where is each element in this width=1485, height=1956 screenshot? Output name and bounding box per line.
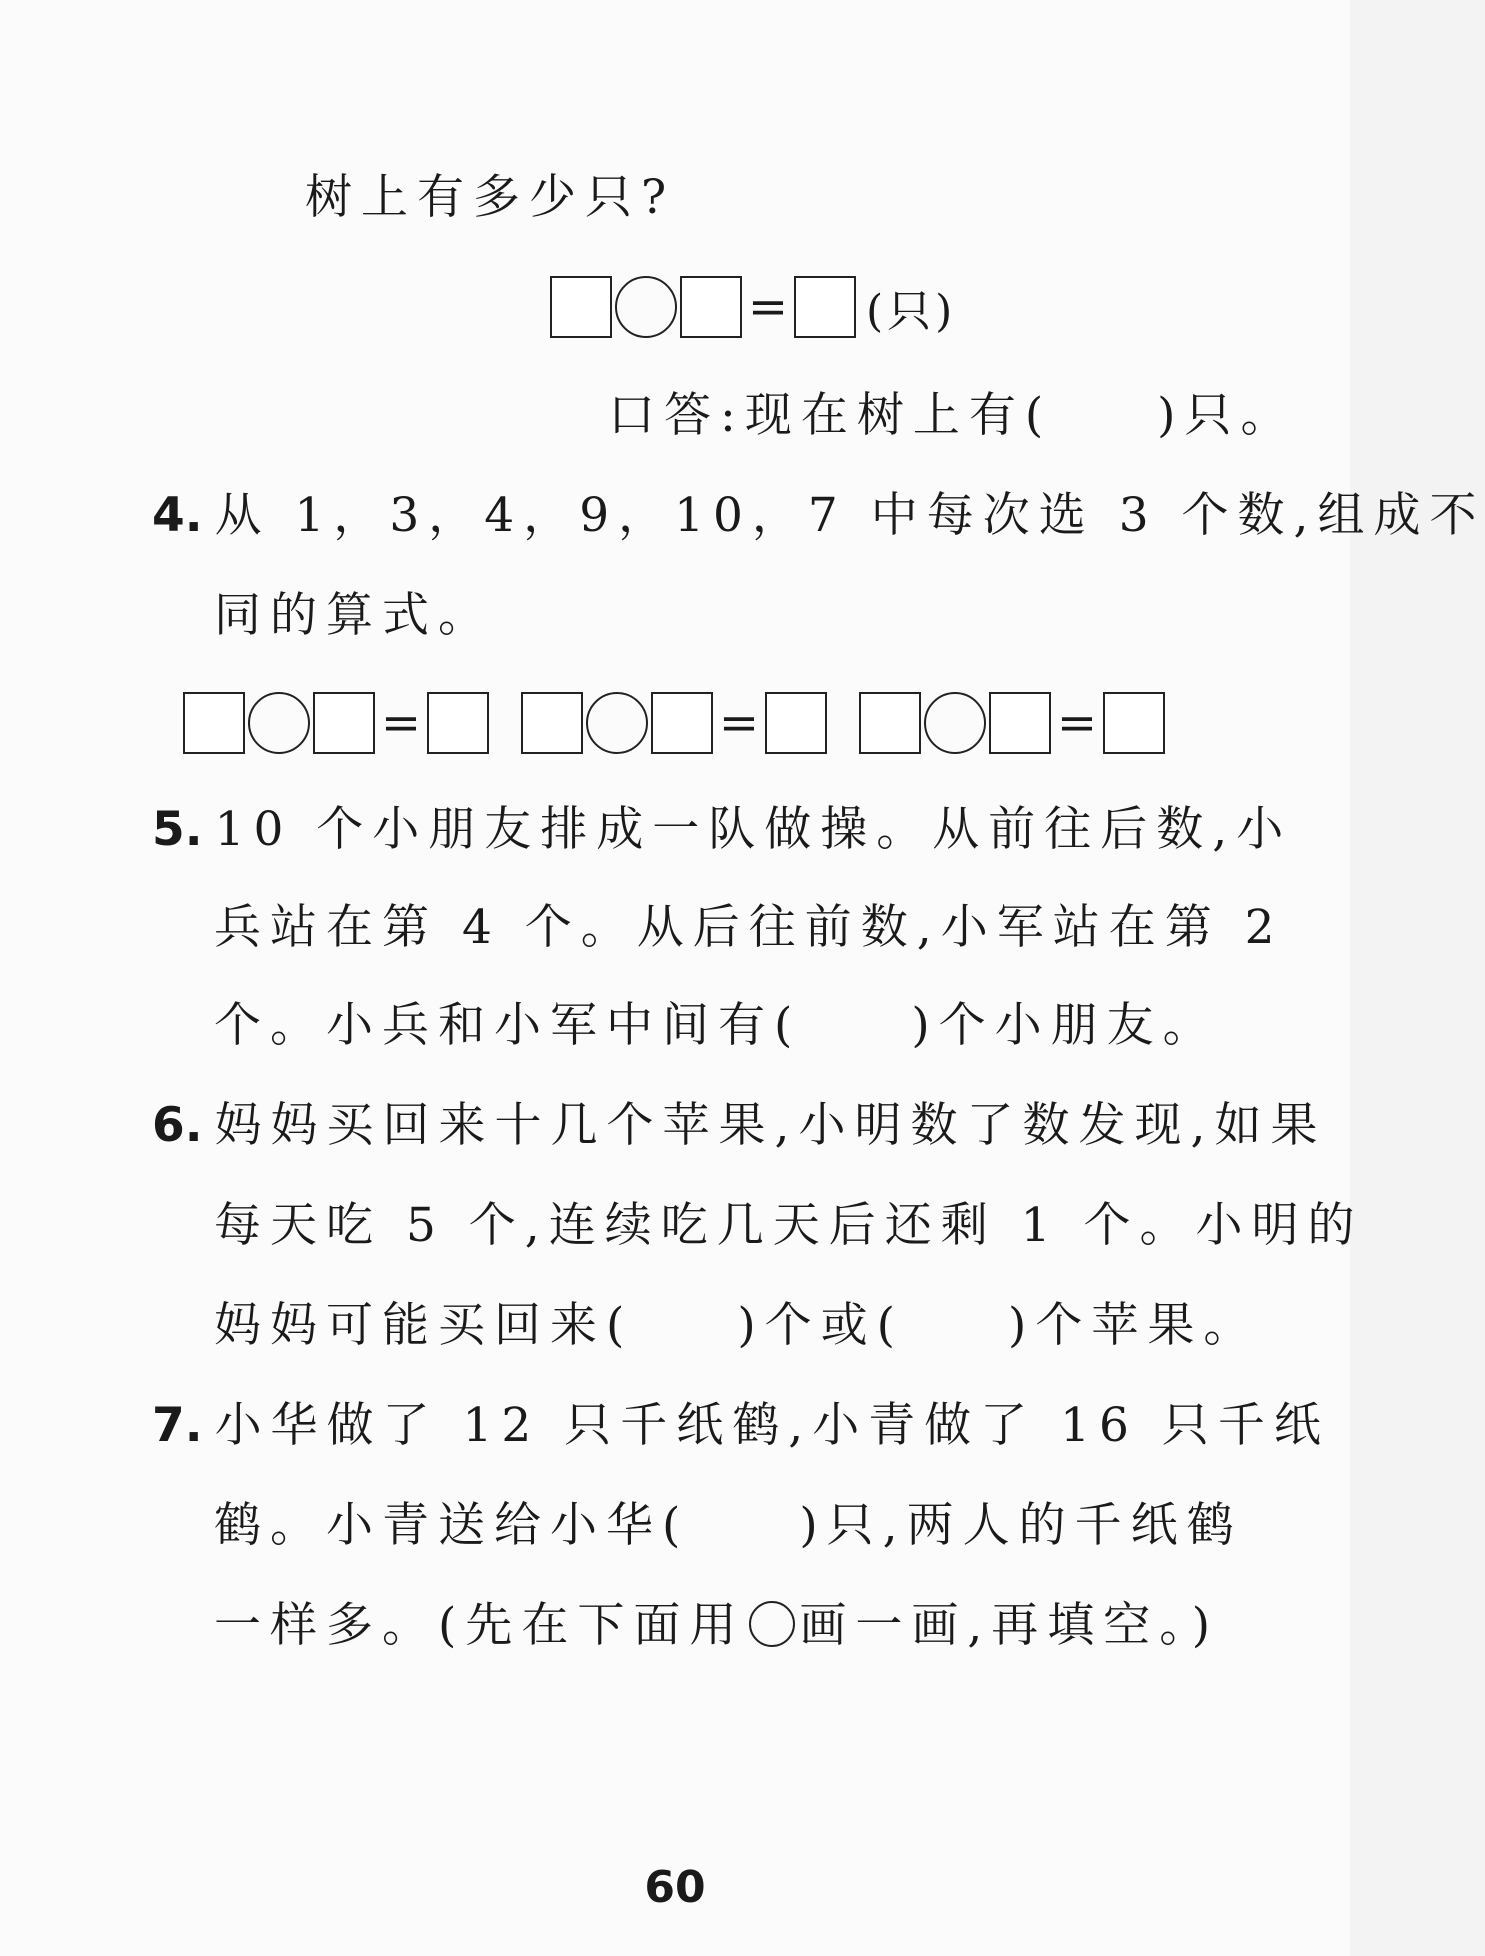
answer-box[interactable] [859, 692, 921, 754]
problem6-line1 [152, 1096, 1326, 1156]
answer-box[interactable] [651, 692, 713, 754]
answer-box[interactable] [313, 692, 375, 754]
problem3-question: 树上有多少只? [305, 170, 676, 225]
answer-box[interactable] [550, 276, 612, 338]
operator-circle[interactable] [615, 276, 677, 338]
text-prefix: 鹤。小青送给小华( [214, 1498, 690, 1553]
answer-box[interactable] [427, 692, 489, 754]
equation-group [521, 692, 827, 754]
problem4-line2: 同的算式。 [214, 588, 494, 643]
problem-number: 4. [152, 488, 203, 543]
operator-circle[interactable] [924, 692, 986, 754]
equals-sign: = [747, 279, 789, 335]
answer-suffix: )只。 [1157, 388, 1297, 443]
problem3-answer-line [608, 386, 1297, 446]
problem5-line1 [152, 800, 1292, 860]
text-prefix: 个。小兵和小军中间有( [214, 998, 802, 1053]
problem7-line1 [152, 1396, 1330, 1456]
problem5-line2: 兵站在第 4 个。从后往前数,小军站在第 2 [214, 900, 1284, 955]
answer-box[interactable] [521, 692, 583, 754]
text-part: )个苹果。 [1008, 1298, 1260, 1353]
answer-prefix: 口答:现在树上有( [608, 388, 1053, 443]
problem5-line3 [214, 996, 1219, 1056]
answer-box[interactable] [765, 692, 827, 754]
problem-number: 7. [152, 1398, 203, 1453]
answer-box[interactable] [794, 276, 856, 338]
problem6-line2: 每天吃 5 个,连续吃几天后还剩 1 个。小明的 [214, 1198, 1364, 1253]
equals-sign: = [1056, 695, 1098, 751]
circle-icon [749, 1601, 795, 1647]
equals-sign: = [718, 695, 760, 751]
operator-circle[interactable] [248, 692, 310, 754]
problem3-equation [550, 274, 956, 340]
text-suffix: )只,两人的千纸鹤 [799, 1498, 1243, 1553]
text-suffix: )个小朋友。 [911, 998, 1219, 1053]
text-part: )个或( [737, 1298, 905, 1353]
equation-unit: (只) [866, 286, 957, 337]
answer-box[interactable] [183, 692, 245, 754]
text-prefix: 一样多。(先在下面用 [214, 1598, 746, 1653]
problem-number: 6. [152, 1098, 203, 1153]
answer-box[interactable] [680, 276, 742, 338]
page-number: 60 [644, 1862, 706, 1913]
drawing-area[interactable] [150, 1690, 1200, 1830]
equation-group [183, 692, 489, 754]
text-suffix: 画一画,再填空。) [799, 1598, 1220, 1653]
problem-text: 小华做了 12 只千纸鹤,小青做了 16 只千纸 [214, 1398, 1330, 1453]
problem6-line3 [214, 1296, 1259, 1356]
operator-circle[interactable] [586, 692, 648, 754]
problem-number: 5. [152, 802, 203, 857]
problem4-equations [183, 690, 1165, 756]
problem4-line1 [152, 486, 1485, 546]
equals-sign: = [380, 695, 422, 751]
answer-box[interactable] [989, 692, 1051, 754]
problem7-line3 [214, 1596, 1219, 1656]
problem7-line2 [214, 1496, 1243, 1556]
problem-text: 妈妈买回来十几个苹果,小明数了数发现,如果 [214, 1098, 1327, 1153]
problem-text: 从 1，3，4，9，10，7 中每次选 3 个数,组成不 [214, 488, 1485, 543]
text-part: 妈妈可能买回来( [214, 1298, 634, 1353]
answer-box[interactable] [1103, 692, 1165, 754]
equation-group [859, 692, 1165, 754]
problem-text: 10 个小朋友排成一队做操。从前往后数,小 [214, 802, 1293, 857]
